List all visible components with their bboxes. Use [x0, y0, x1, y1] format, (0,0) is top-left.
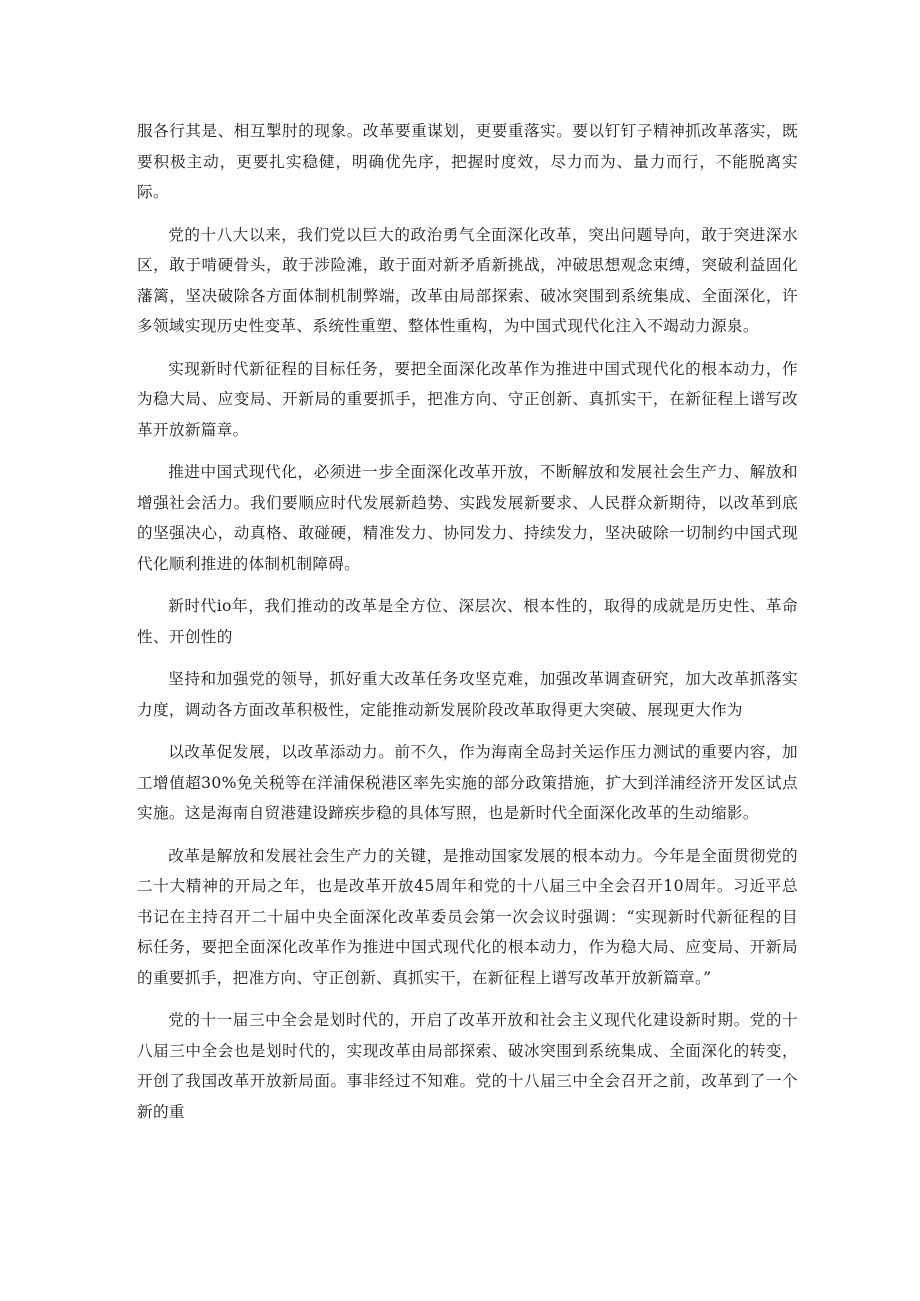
document-body: [137, 116, 798, 1139]
paragraph-2: 党的十八大以来，我们党以巨大的政治勇气全面深化改革，突出问题导向，敢于突进深水区，敢于啃硬骨头，敢于涉险滩，敢于面对新矛盾新挑战，冲破思想观念束缚，突破利益固化藩篱，坚决破除各方面体制机制弊端，改革由局部探索、破冰突围到系统集成、全面深化，许多领域实现历史性变革、系统性重塑、整体性重构，为中国式现代化注入不竭动力源泉。: [137, 225, 798, 335]
paragraph-6: 坚持和加强党的领导，抓好重大改革任务攻坚克难，加强改革调查研究，加大改革抓落实力度，调动各方面改革积极性，定能推动新发展阶段改革取得更大突破、展现更大作为: [137, 670, 798, 719]
paragraph-1: 服各行其是、相互掣肘的现象。改革要重谋划，更要重落实。要以钉钉子精神抓改革落实，既要积极主动，更要扎实稳健，明确优先序，把握时度效，尽力而为、量力而行，不能脱离实际。: [137, 122, 798, 201]
paragraph-8: 改革是解放和发展社会生产力的关键，是推动国家发展的根本动力。今年是全面贯彻党的二十大精神的开局之年，也是改革开放45周年和党的十八届三中全会召开10周年。习近平总书记在主持召开二十届中央全面深化改革委员会第一次会议时强调：“实现新时代新征程的目标任务，要把全面深化改革作为推进中国式现代化的根本动力，作为稳大局、应变局、开新局的重要抓手，把准方向、守正创新、真抓实干，在新征程上谱写改革开放新篇章。”: [137, 846, 798, 987]
paragraph-3: 实现新时代新征程的目标任务，要把全面深化改革作为推进中国式现代化的根本动力，作为稳大局、应变局、开新局的重要抓手，把准方向、守正创新、真抓实干，在新征程上谱写改革开放新篇章。: [137, 359, 798, 439]
paragraph-9: 党的十一届三中全会是划时代的，开启了改革开放和社会主义现代化建设新时期。党的十八届三中全会也是划时代的，实现改革由局部探索、破冰突围到系统集成、全面深化的转变，开创了我国改革开放新局面。事非经过不知难。党的十八届三中全会召开之前，改革到了一个新的重: [137, 1011, 798, 1121]
paragraph-5: 新时代io年，我们推动的改革是全方位、深层次、根本性的，取得的成就是历史性、革命性、开创性的: [137, 597, 798, 646]
paragraph-7: 以改革促发展，以改革添动力。前不久，作为海南全岛封关运作压力测试的重要内容，加工增值超30%免关税等在洋浦保税港区率先实施的部分政策措施，扩大到洋浦经济开发区试点实施。这是海南自贸港建设蹄疾步稳的具体写照，也是新时代全面深化改革的生动缩影。: [137, 743, 798, 822]
paragraph-4: 推进中国式现代化，必须进一步全面深化改革开放，不断解放和发展社会生产力、解放和增强社会活力。我们要顺应时代发展新趋势、实践发展新要求、人民群众新期待，以改革到底的坚强决心，动真格、敢碰硬，精准发力、协同发力、持续发力，坚决破除一切制约中国式现代化顺利推进的体制机制障碍。: [137, 463, 798, 573]
